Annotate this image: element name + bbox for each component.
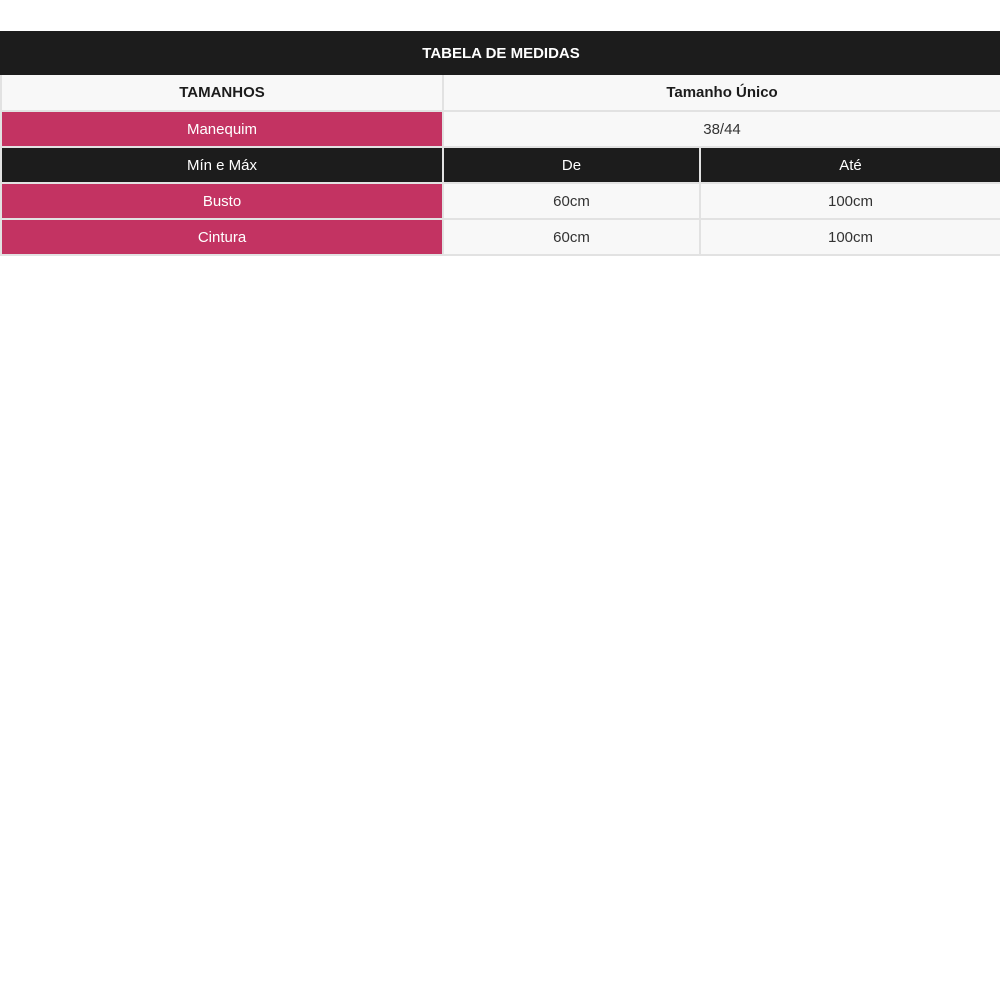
table-title-row [1, 32, 1000, 74]
manequim-label: Manequim [1, 111, 443, 147]
row-from-value: 60cm [443, 219, 700, 255]
sizes-label: TAMANHOS [1, 74, 443, 111]
column-header-from: De [443, 147, 700, 183]
manequim-row [1, 111, 1000, 147]
row-to-value: 100cm [700, 219, 1000, 255]
measurements-table [0, 31, 1000, 256]
table-title: TABELA DE MEDIDAS [1, 32, 1000, 74]
manequim-value: 38/44 [443, 111, 1000, 147]
sizes-value: Tamanho Único [443, 74, 1000, 111]
table-row [1, 183, 1000, 219]
row-label: Busto [1, 183, 443, 219]
table-row [1, 219, 1000, 255]
column-header-to: Até [700, 147, 1000, 183]
size-chart [0, 31, 1000, 256]
row-from-value: 60cm [443, 183, 700, 219]
row-label: Cintura [1, 219, 443, 255]
sizes-row [1, 74, 1000, 111]
range-label: Mín e Máx [1, 147, 443, 183]
row-to-value: 100cm [700, 183, 1000, 219]
range-header-row [1, 147, 1000, 183]
